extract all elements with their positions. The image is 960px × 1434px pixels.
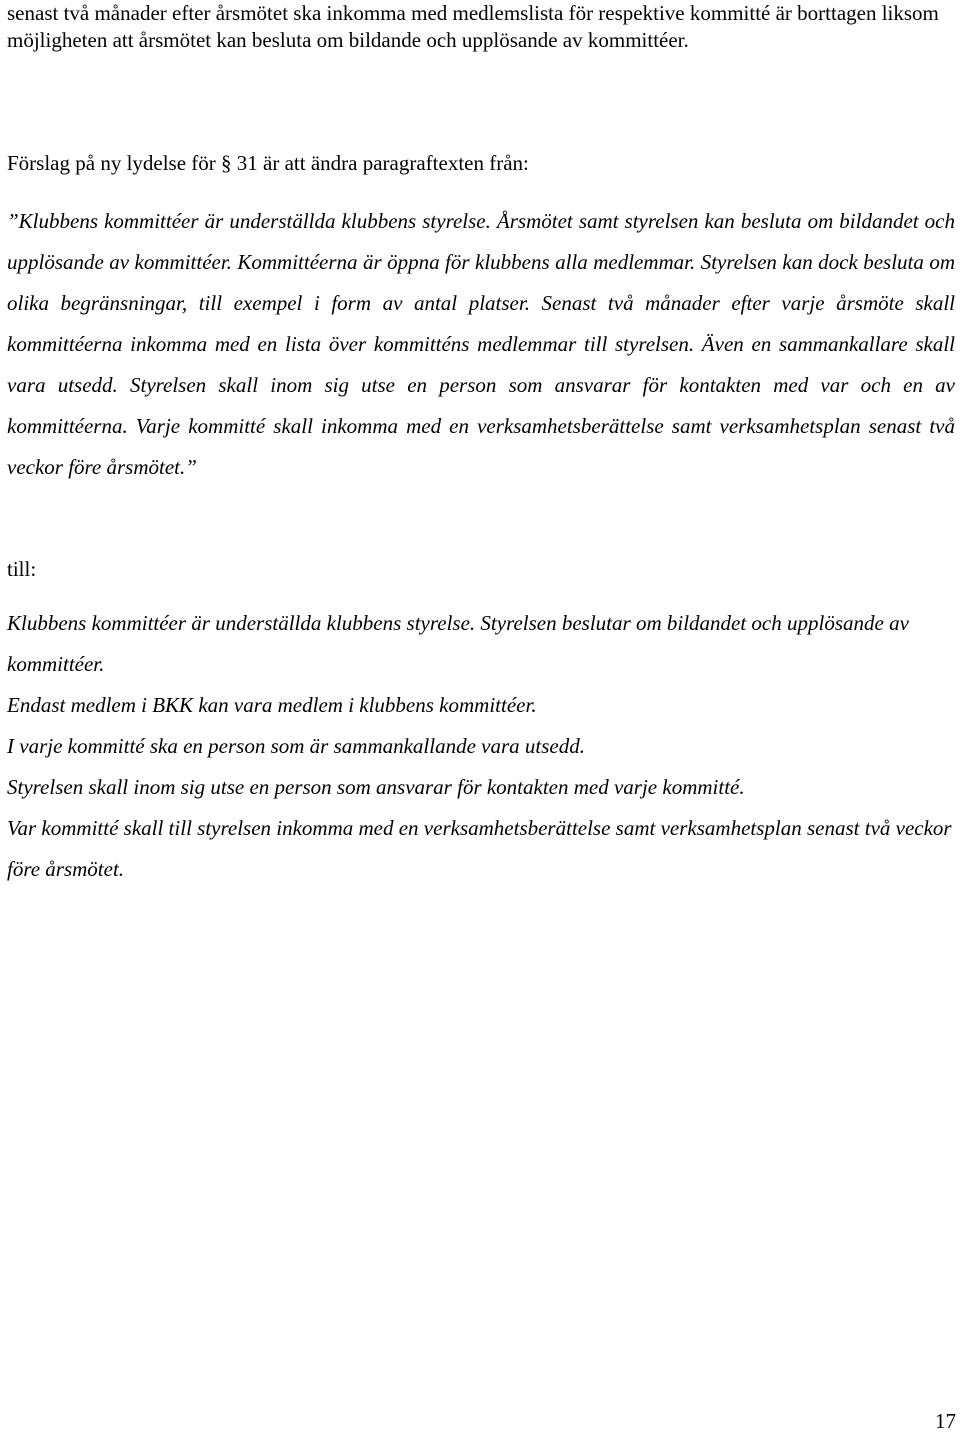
- new-text-line: Endast medlem i BKK kan vara medlem i klubbens kommittéer.: [7, 693, 537, 717]
- new-paragraph-text: [7, 603, 955, 890]
- old-paragraph-text: [7, 201, 955, 488]
- new-text-line: Klubbens kommittéer är underställda klubbens styrelse. Styrelsen beslutar om bildandet och upplösande av kommittéer.: [7, 611, 909, 676]
- old-text-body: ”Klubbens kommittéer är underställda klubbens styrelse. Årsmötet samt styrelsen kan besluta om bildandet och upplösande av kommittéer. Kommittéerna är öppna för klubbens alla medlemmar. Styrelsen kan dock besluta om olika begränsningar, till exempel i form av antal platser. Senast två månader efter varje årsmöte skall kommittéerna inkomma med en lista över kommitténs medlemmar till styrelsen. Även en sammankallare skall vara utsedd. Styrelsen skall inom sig utse en person som ansvarar för kontakten med var och en av kommittéerna. Varje kommitté skall inkomma med en verksamhetsberättelse samt verksamhetsplan senast två veckor före årsmötet.”: [7, 209, 955, 479]
- new-text-line: Var kommitté skall till styrelsen inkomma med en verksamhetsberättelse samt verksamhetsplan senast två veckor före årsmötet.: [7, 816, 952, 881]
- intro-paragraph: senast två månader efter årsmötet ska inkomma med medlemslista för respektive kommitté är borttagen liksom möjligheten att årsmötet kan besluta om bildande och upplösande av kommittéer.: [7, 1, 939, 52]
- new-text-line: Styrelsen skall inom sig utse en person som ansvarar för kontakten med varje kommitté.: [7, 775, 745, 799]
- new-text-line: I varje kommitté ska en person som är sammankallande vara utsedd.: [7, 734, 585, 758]
- till-label: till:: [7, 557, 37, 581]
- proposal-heading: Förslag på ny lydelse för § 31 är att ändra paragraftexten från:: [7, 151, 529, 175]
- page-number: 17: [935, 1409, 956, 1433]
